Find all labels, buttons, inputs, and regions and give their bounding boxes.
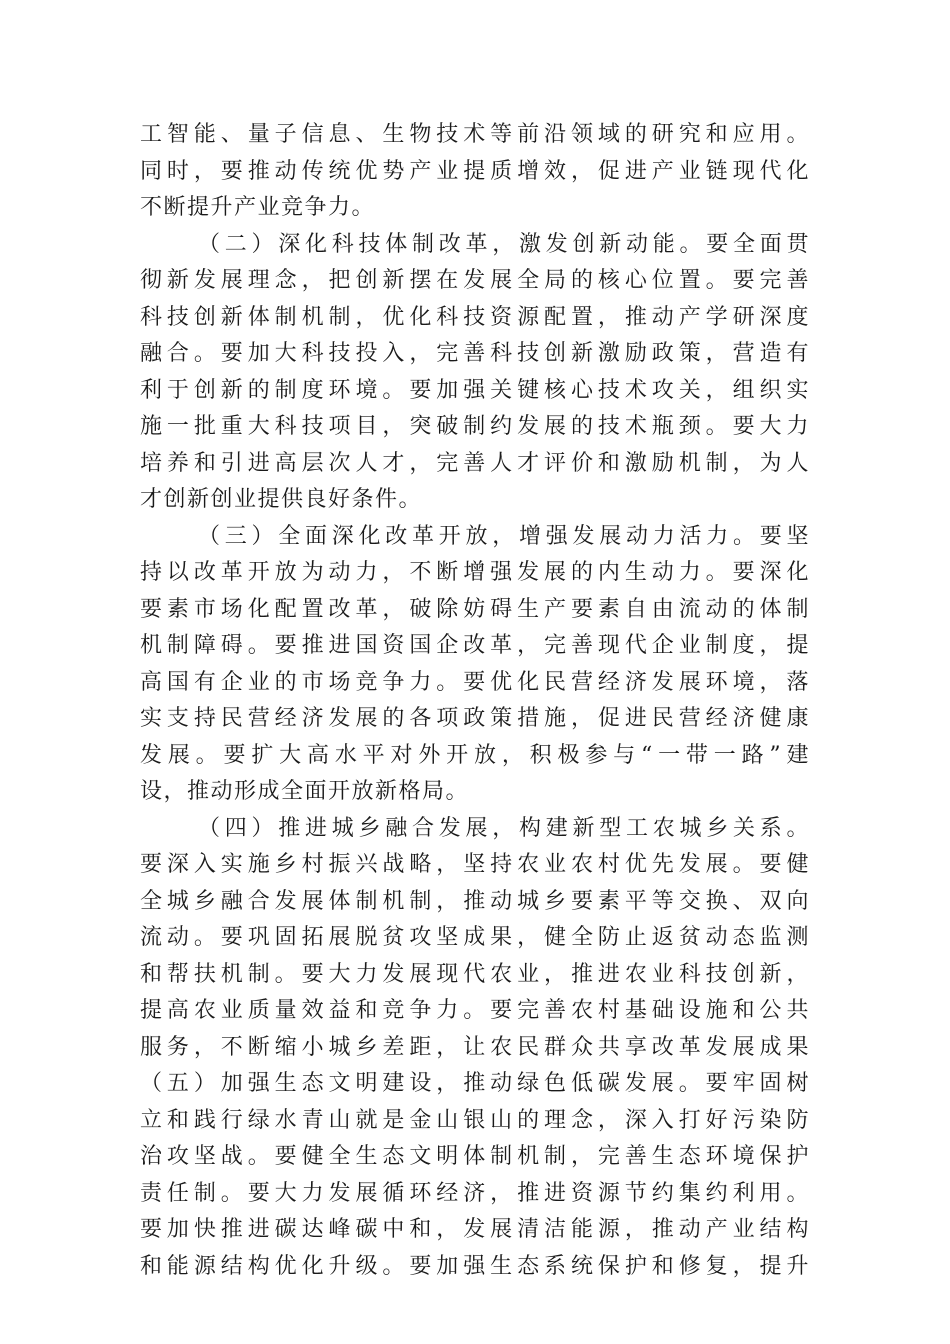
text-line: （五）加强生态文明建设，推动绿色低碳发展。要牢固树 (140, 1071, 810, 1096)
text-line: 流动。要巩固拓展脱贫攻坚成果，健全防止返贫动态监测 (140, 925, 810, 950)
text-line: 同时，要推动传统优势产业提质增效，促进产业链现代化 (140, 158, 810, 184)
text-line: 施一批重大科技项目，突破制约发展的技术瓶颈。要大力 (140, 414, 810, 439)
text-line: 机制障碍。要推进国资国企改革，完善现代企业制度，提 (140, 633, 810, 658)
body-text (140, 117, 810, 1285)
text-line: 工智能、量子信息、生物技术等前沿领域的研究和应用。 (140, 122, 810, 147)
text-line: （四）推进城乡融合发展，构建新型工农城乡关系。 (198, 815, 810, 841)
text-line: （三）全面深化改革开放，增强发展动力活力。要坚 (198, 523, 810, 549)
text-line: 彻新发展理念，把创新摆在发展全局的核心位置。要完善 (140, 268, 810, 293)
text-line: 持以改革开放为动力，不断增强发展的内生动力。要深化 (140, 560, 810, 585)
text-line: 发展。要扩大高水平对外开放，积极参与“一带一路”建 (140, 742, 810, 768)
text-line: 立和践行绿水青山就是金山银山的理念，深入打好污染防 (140, 1107, 810, 1133)
text-line: 融合。要加大科技投入，完善科技创新激励政策，营造有 (140, 341, 810, 366)
text-line: 和帮扶机制。要大力发展现代农业，推进农业科技创新， (140, 961, 810, 987)
text-line: 实支持民营经济发展的各项政策措施，促进民营经济健康 (140, 706, 810, 731)
text-line: 治攻坚战。要健全生态文明体制机制，完善生态环境保护 (140, 1144, 810, 1169)
text-line: （二）深化科技体制改革，激发创新动能。要全面贯 (198, 231, 810, 257)
text-line: 设，推动形成全面开放新格局。 (140, 779, 470, 804)
text-line: 责任制。要大力发展循环经济，推进资源节约集约利用。 (140, 1180, 810, 1206)
text-line: 要深入实施乡村振兴战略，坚持农业农村优先发展。要健 (140, 852, 810, 877)
text-line: 和能源结构优化升级。要加强生态系统保护和修复，提升 (140, 1253, 810, 1279)
text-line: 服务，不断缩小城乡差距，让农民群众共享改革发展成果 (140, 1034, 810, 1060)
text-line: 培养和引进高层次人才，完善人才评价和激励机制，为人 (140, 450, 810, 476)
text-line: 科技创新体制机制，优化科技资源配置，推动产学研深度 (140, 304, 810, 330)
text-line: 要素市场化配置改革，破除妨碍生产要素自由流动的体制 (140, 596, 810, 622)
text-line: 不断提升产业竞争力。 (140, 195, 376, 220)
text-line: 提高农业质量效益和竞争力。要完善农村基础设施和公共 (140, 998, 810, 1023)
text-line: 全城乡融合发展体制机制，推动城乡要素平等交换、双向 (140, 888, 810, 914)
text-line: 利于创新的制度环境。要加强关键核心技术攻关，组织实 (140, 377, 810, 403)
text-line: 才创新创业提供良好条件。 (140, 487, 423, 512)
text-line: 高国有企业的市场竞争力。要优化民营经济发展环境，落 (140, 669, 810, 695)
text-line: 要加快推进碳达峰碳中和，发展清洁能源，推动产业结构 (140, 1217, 810, 1242)
